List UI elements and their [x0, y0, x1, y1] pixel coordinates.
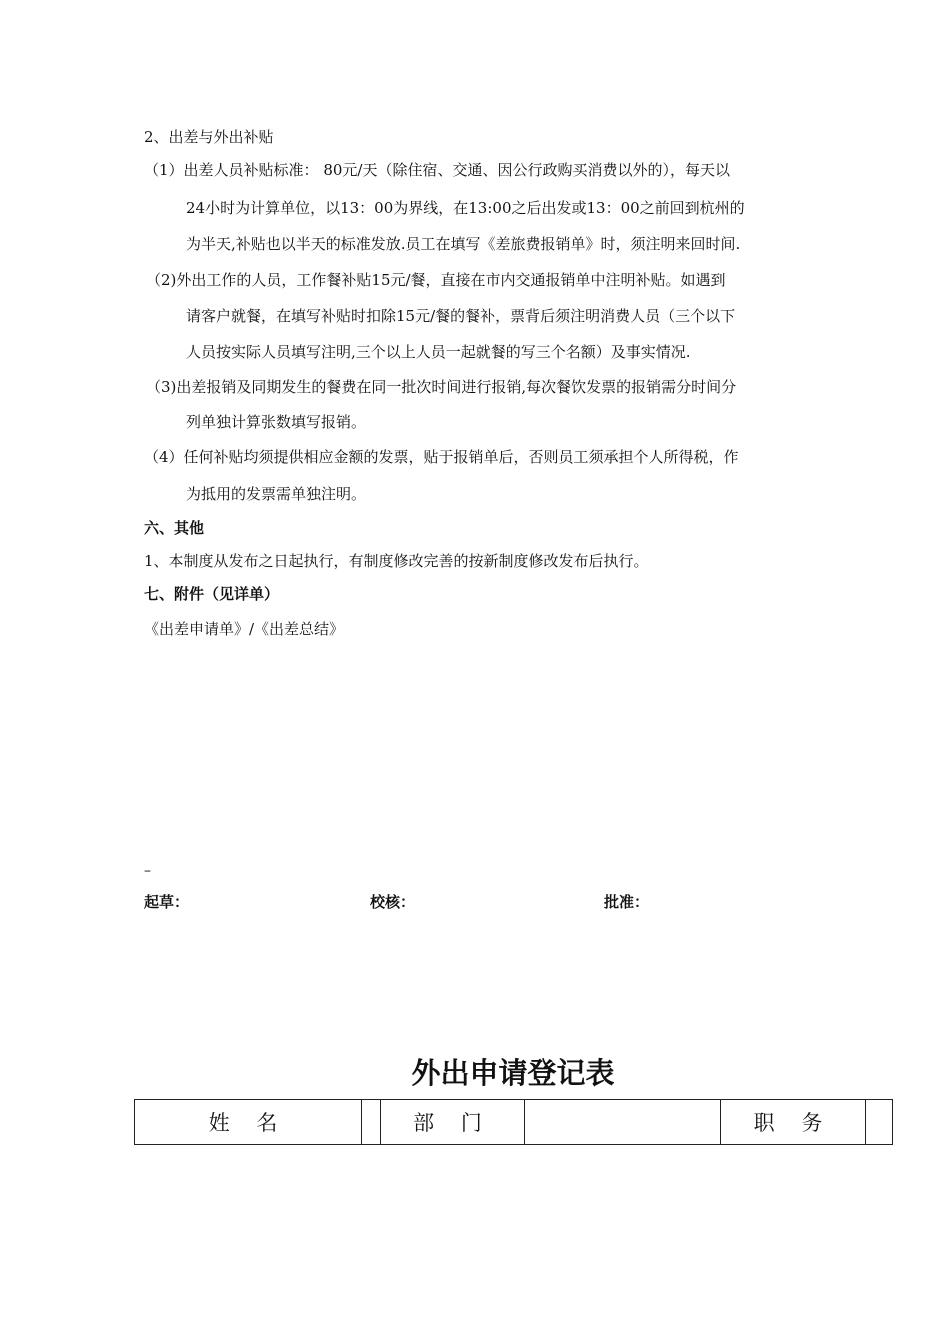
- paragraph-line: 为抵用的发票需单独注明。: [186, 485, 367, 503]
- dash-mark: –: [144, 863, 151, 879]
- name-value-cell[interactable]: [362, 1100, 381, 1145]
- attachment-list: 《出差申请单》/《出差总结》: [144, 620, 345, 638]
- table-row: [135, 1100, 893, 1145]
- name-label-cell: 姓 名: [135, 1100, 362, 1145]
- paragraph-line: （2)外出工作的人员，工作餐补贴15元/餐，直接在市内交通报销单中注明补贴。如遇到: [146, 271, 726, 289]
- paragraph-line: 请客户就餐，在填写补贴时扣除15元/餐的餐补，票背后须注明消费人员（三个以下: [186, 307, 736, 325]
- paragraph-line: 24小时为计算单位，以13：00为界线，在13:00之后出发或13：00之前回到杭州的: [186, 199, 745, 217]
- department-label-cell: 部 门: [381, 1100, 525, 1145]
- paragraph-line: 1、本制度从发布之日起执行，有制度修改完善的按新制度修改发布后执行。: [144, 552, 649, 570]
- position-label-cell: 职 务: [721, 1100, 866, 1145]
- position-value-cell[interactable]: [866, 1100, 893, 1145]
- approve-label: 批准：: [604, 893, 650, 911]
- paragraph-line: （4）任何补贴均须提供相应金额的发票，贴于报销单后，否则员工须承担个人所得税，作: [144, 448, 739, 466]
- review-label: 校核：: [370, 893, 416, 911]
- paragraph-line: 列单独计算张数填写报销。: [186, 413, 367, 431]
- department-value-cell[interactable]: [525, 1100, 721, 1145]
- form-title: 外出申请登记表: [411, 1056, 615, 1090]
- paragraph-line: 为半天,补贴也以半天的标准发放.员工在填写《差旅费报销单》时，须注明来回时间.: [186, 235, 741, 253]
- application-form-table: [134, 1099, 893, 1145]
- draft-label: 起草：: [144, 893, 190, 911]
- paragraph-line: （1）出差人员补贴标准： 80元/天（除住宿、交通、因公行政购买消费以外的），每天以: [144, 161, 730, 179]
- section-heading-other: 六、其他: [144, 519, 205, 537]
- section-subtitle-allowance: 2、出差与外出补贴: [144, 128, 274, 146]
- paragraph-line: 人员按实际人员填写注明,三个以上人员一起就餐的写三个名额）及事实情况.: [186, 343, 691, 361]
- paragraph-line: （3)出差报销及同期发生的餐费在同一批次时间进行报销,每次餐饮发票的报销需分时间分: [146, 378, 737, 396]
- section-heading-attachments: 七、附件（见详单）: [144, 585, 280, 603]
